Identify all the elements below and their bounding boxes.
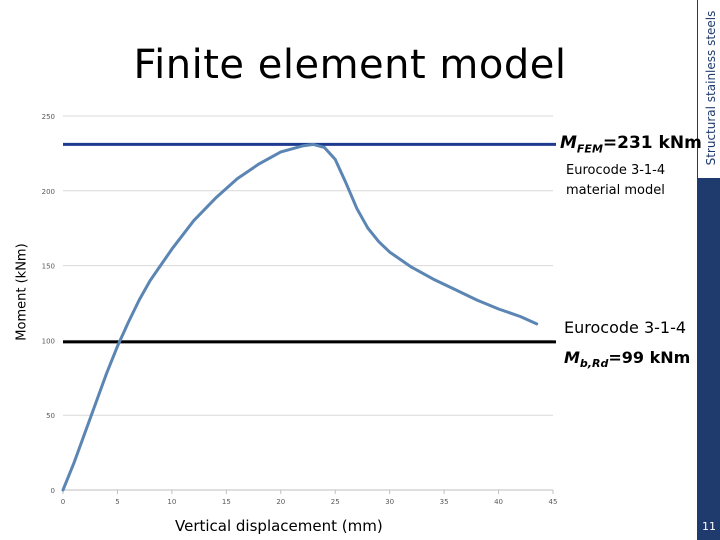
rd-symbol: M bbox=[564, 348, 580, 367]
y-tick-label-0: 0 bbox=[50, 487, 55, 495]
rd-moment-annotation bbox=[564, 348, 690, 370]
x-tick-label-10: 10 bbox=[167, 498, 177, 506]
chart-reference-lines bbox=[63, 144, 556, 341]
x-tick-label-35: 35 bbox=[439, 498, 449, 506]
series-line-0 bbox=[63, 144, 537, 490]
rd-subscript: b,Rd bbox=[579, 357, 609, 371]
fem-symbol: M bbox=[560, 133, 577, 153]
eurocode-annotation: Eurocode 3-1-4 bbox=[564, 318, 687, 337]
x-tick-label-0: 0 bbox=[60, 498, 66, 506]
material-model-annotation bbox=[566, 161, 665, 201]
y-tick-label-150: 150 bbox=[41, 262, 55, 271]
x-tick-label-45: 45 bbox=[548, 498, 558, 506]
x-tick-label-30: 30 bbox=[385, 498, 395, 506]
chart-tick-labels bbox=[42, 113, 558, 506]
chart-grid bbox=[63, 116, 553, 415]
chart-series bbox=[63, 144, 537, 490]
y-tick-label-200: 200 bbox=[41, 187, 55, 196]
material-model-line2: material model bbox=[566, 183, 665, 198]
fem-value: =231 kNm bbox=[602, 133, 702, 153]
x-tick-label-25: 25 bbox=[330, 498, 340, 506]
page-number: 11 bbox=[702, 520, 716, 533]
rd-value: =99 kNm bbox=[608, 348, 691, 367]
fem-subscript: FEM bbox=[576, 142, 603, 156]
side-label: Structural stainless steels bbox=[704, 10, 718, 166]
fem-moment-annotation bbox=[560, 133, 702, 155]
chart-axes bbox=[63, 490, 553, 494]
page-title: Finite element model bbox=[133, 42, 567, 88]
y-tick-label-100: 100 bbox=[41, 337, 55, 346]
x-tick-label-20: 20 bbox=[276, 498, 286, 506]
x-axis-label: Vertical displacement (mm) bbox=[175, 517, 383, 535]
y-tick-label-250: 250 bbox=[41, 113, 55, 121]
y-axis-label: Moment (kNm) bbox=[14, 243, 30, 341]
material-model-line1: Eurocode 3-1-4 bbox=[566, 163, 666, 178]
x-tick-label-5: 5 bbox=[115, 498, 120, 506]
x-tick-label-15: 15 bbox=[221, 498, 231, 506]
y-tick-label-50: 50 bbox=[46, 412, 55, 421]
x-tick-label-40: 40 bbox=[494, 498, 504, 506]
